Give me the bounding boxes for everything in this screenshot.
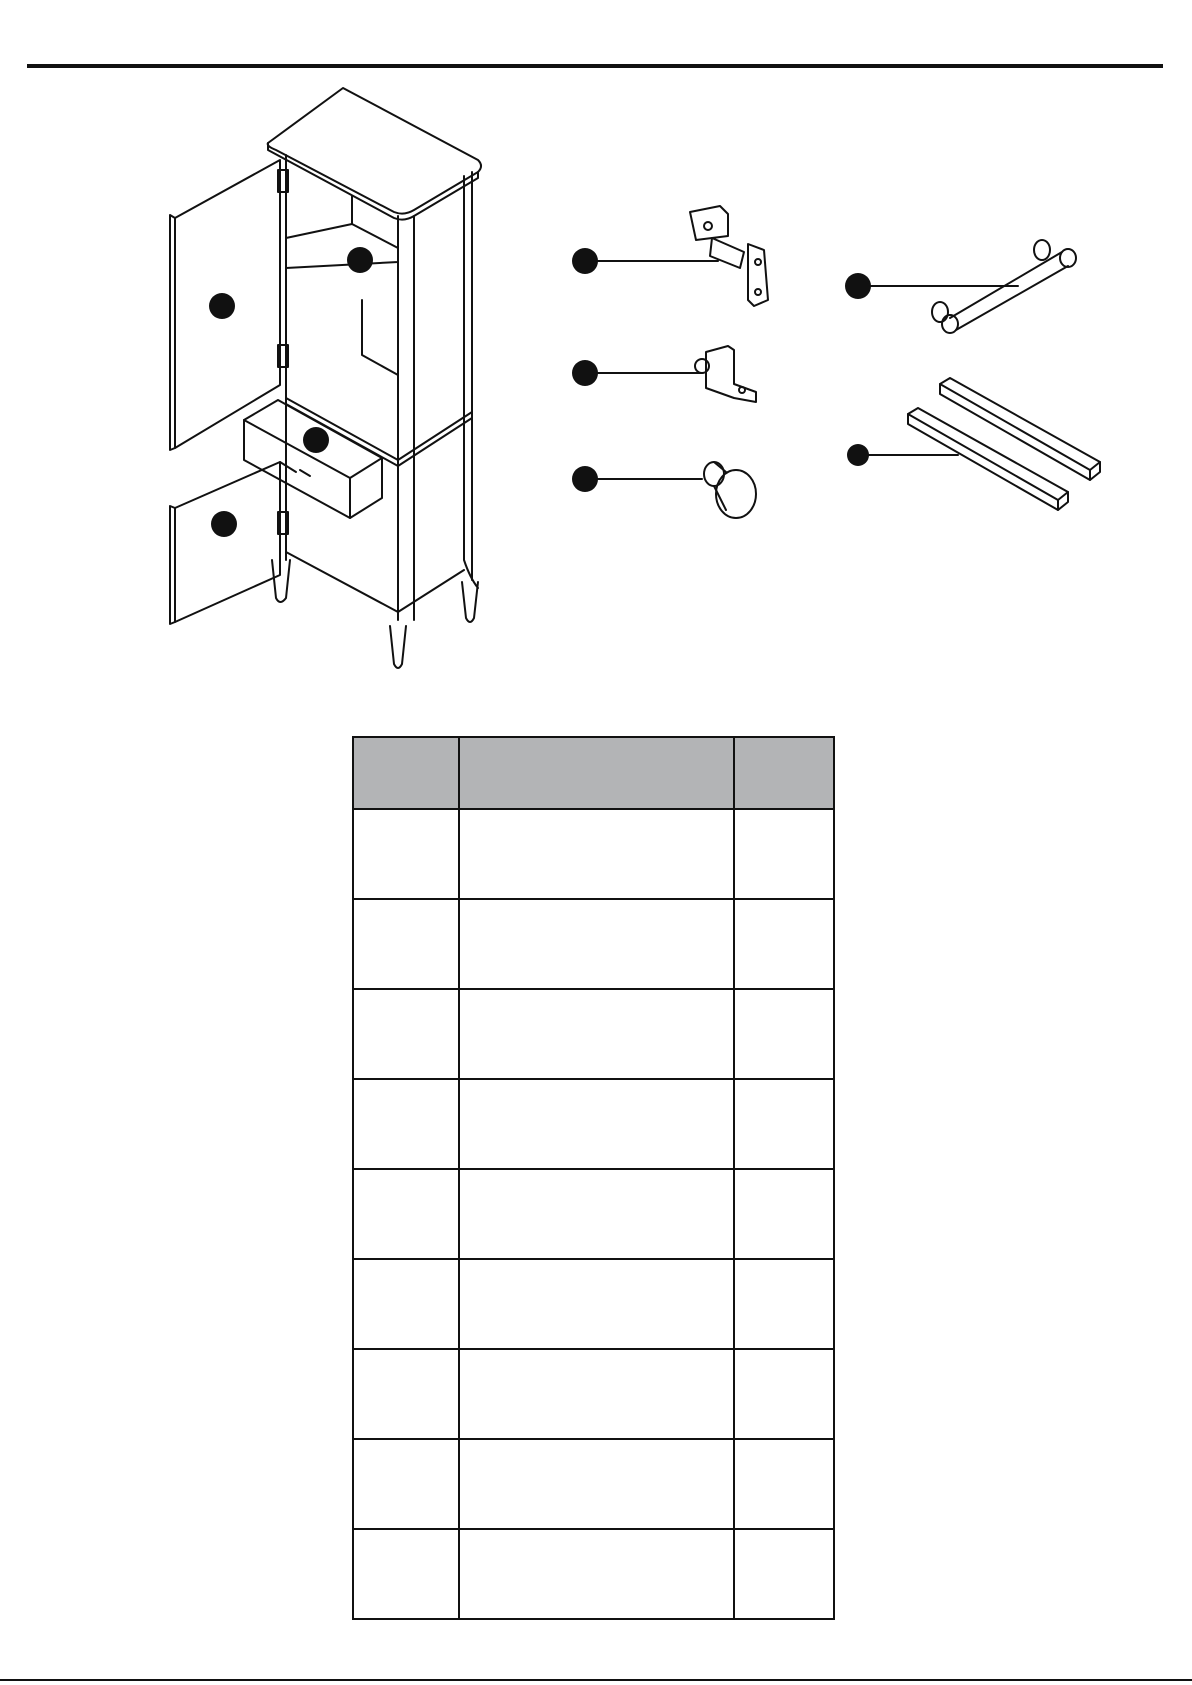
table-cell	[353, 899, 459, 989]
table-cell	[459, 989, 734, 1079]
parts-table	[352, 736, 835, 1620]
table-cell	[353, 1079, 459, 1169]
table-cell	[353, 1259, 459, 1349]
table-cell	[734, 1079, 834, 1169]
table-cell	[734, 1169, 834, 1259]
table-cell	[459, 1079, 734, 1169]
callout-hinge	[572, 248, 598, 274]
table-cell	[734, 1439, 834, 1529]
table-cell	[734, 899, 834, 989]
table-cell	[353, 1529, 459, 1619]
top-rule	[27, 64, 1163, 68]
table-row	[353, 809, 834, 899]
callout-shelf-support	[572, 360, 598, 386]
table-cell	[353, 1439, 459, 1529]
knob-part	[704, 462, 756, 518]
callout-drawer	[303, 427, 329, 453]
table-cell	[459, 1529, 734, 1619]
table-cell	[353, 989, 459, 1079]
table-row	[353, 1079, 834, 1169]
table-header-row	[353, 737, 834, 809]
table-row	[353, 989, 834, 1079]
table-cell	[353, 1349, 459, 1439]
callout-drawer-slide	[847, 444, 869, 466]
table-row	[353, 1529, 834, 1619]
table-row	[353, 1169, 834, 1259]
table-cell	[734, 1259, 834, 1349]
cabinet-illustration	[170, 88, 481, 668]
header-cell	[734, 737, 834, 809]
callout-knob	[572, 466, 598, 492]
table-row	[353, 899, 834, 989]
callout-door	[209, 293, 235, 319]
table-cell	[734, 1349, 834, 1439]
callout-lower-door	[211, 511, 237, 537]
table-cell	[353, 809, 459, 899]
header-cell	[353, 737, 459, 809]
table-row	[353, 1259, 834, 1349]
shelf-support-part	[695, 346, 756, 402]
assembly-illustration	[0, 70, 1192, 690]
table-cell	[734, 809, 834, 899]
table-cell	[459, 1169, 734, 1259]
table-cell	[353, 1169, 459, 1259]
bottom-rule	[0, 1679, 1192, 1681]
table-cell	[459, 809, 734, 899]
table-cell	[734, 1529, 834, 1619]
hinge-part	[690, 206, 768, 306]
table-row	[353, 1439, 834, 1529]
drawer-slide-part	[908, 378, 1100, 510]
table-cell	[459, 1349, 734, 1439]
callout-shelf	[347, 247, 373, 273]
header-cell	[459, 737, 734, 809]
callout-handle	[845, 273, 871, 299]
table-cell	[459, 1439, 734, 1529]
table-cell	[459, 1259, 734, 1349]
table-row	[353, 1349, 834, 1439]
table-cell	[734, 989, 834, 1079]
table-cell	[459, 899, 734, 989]
